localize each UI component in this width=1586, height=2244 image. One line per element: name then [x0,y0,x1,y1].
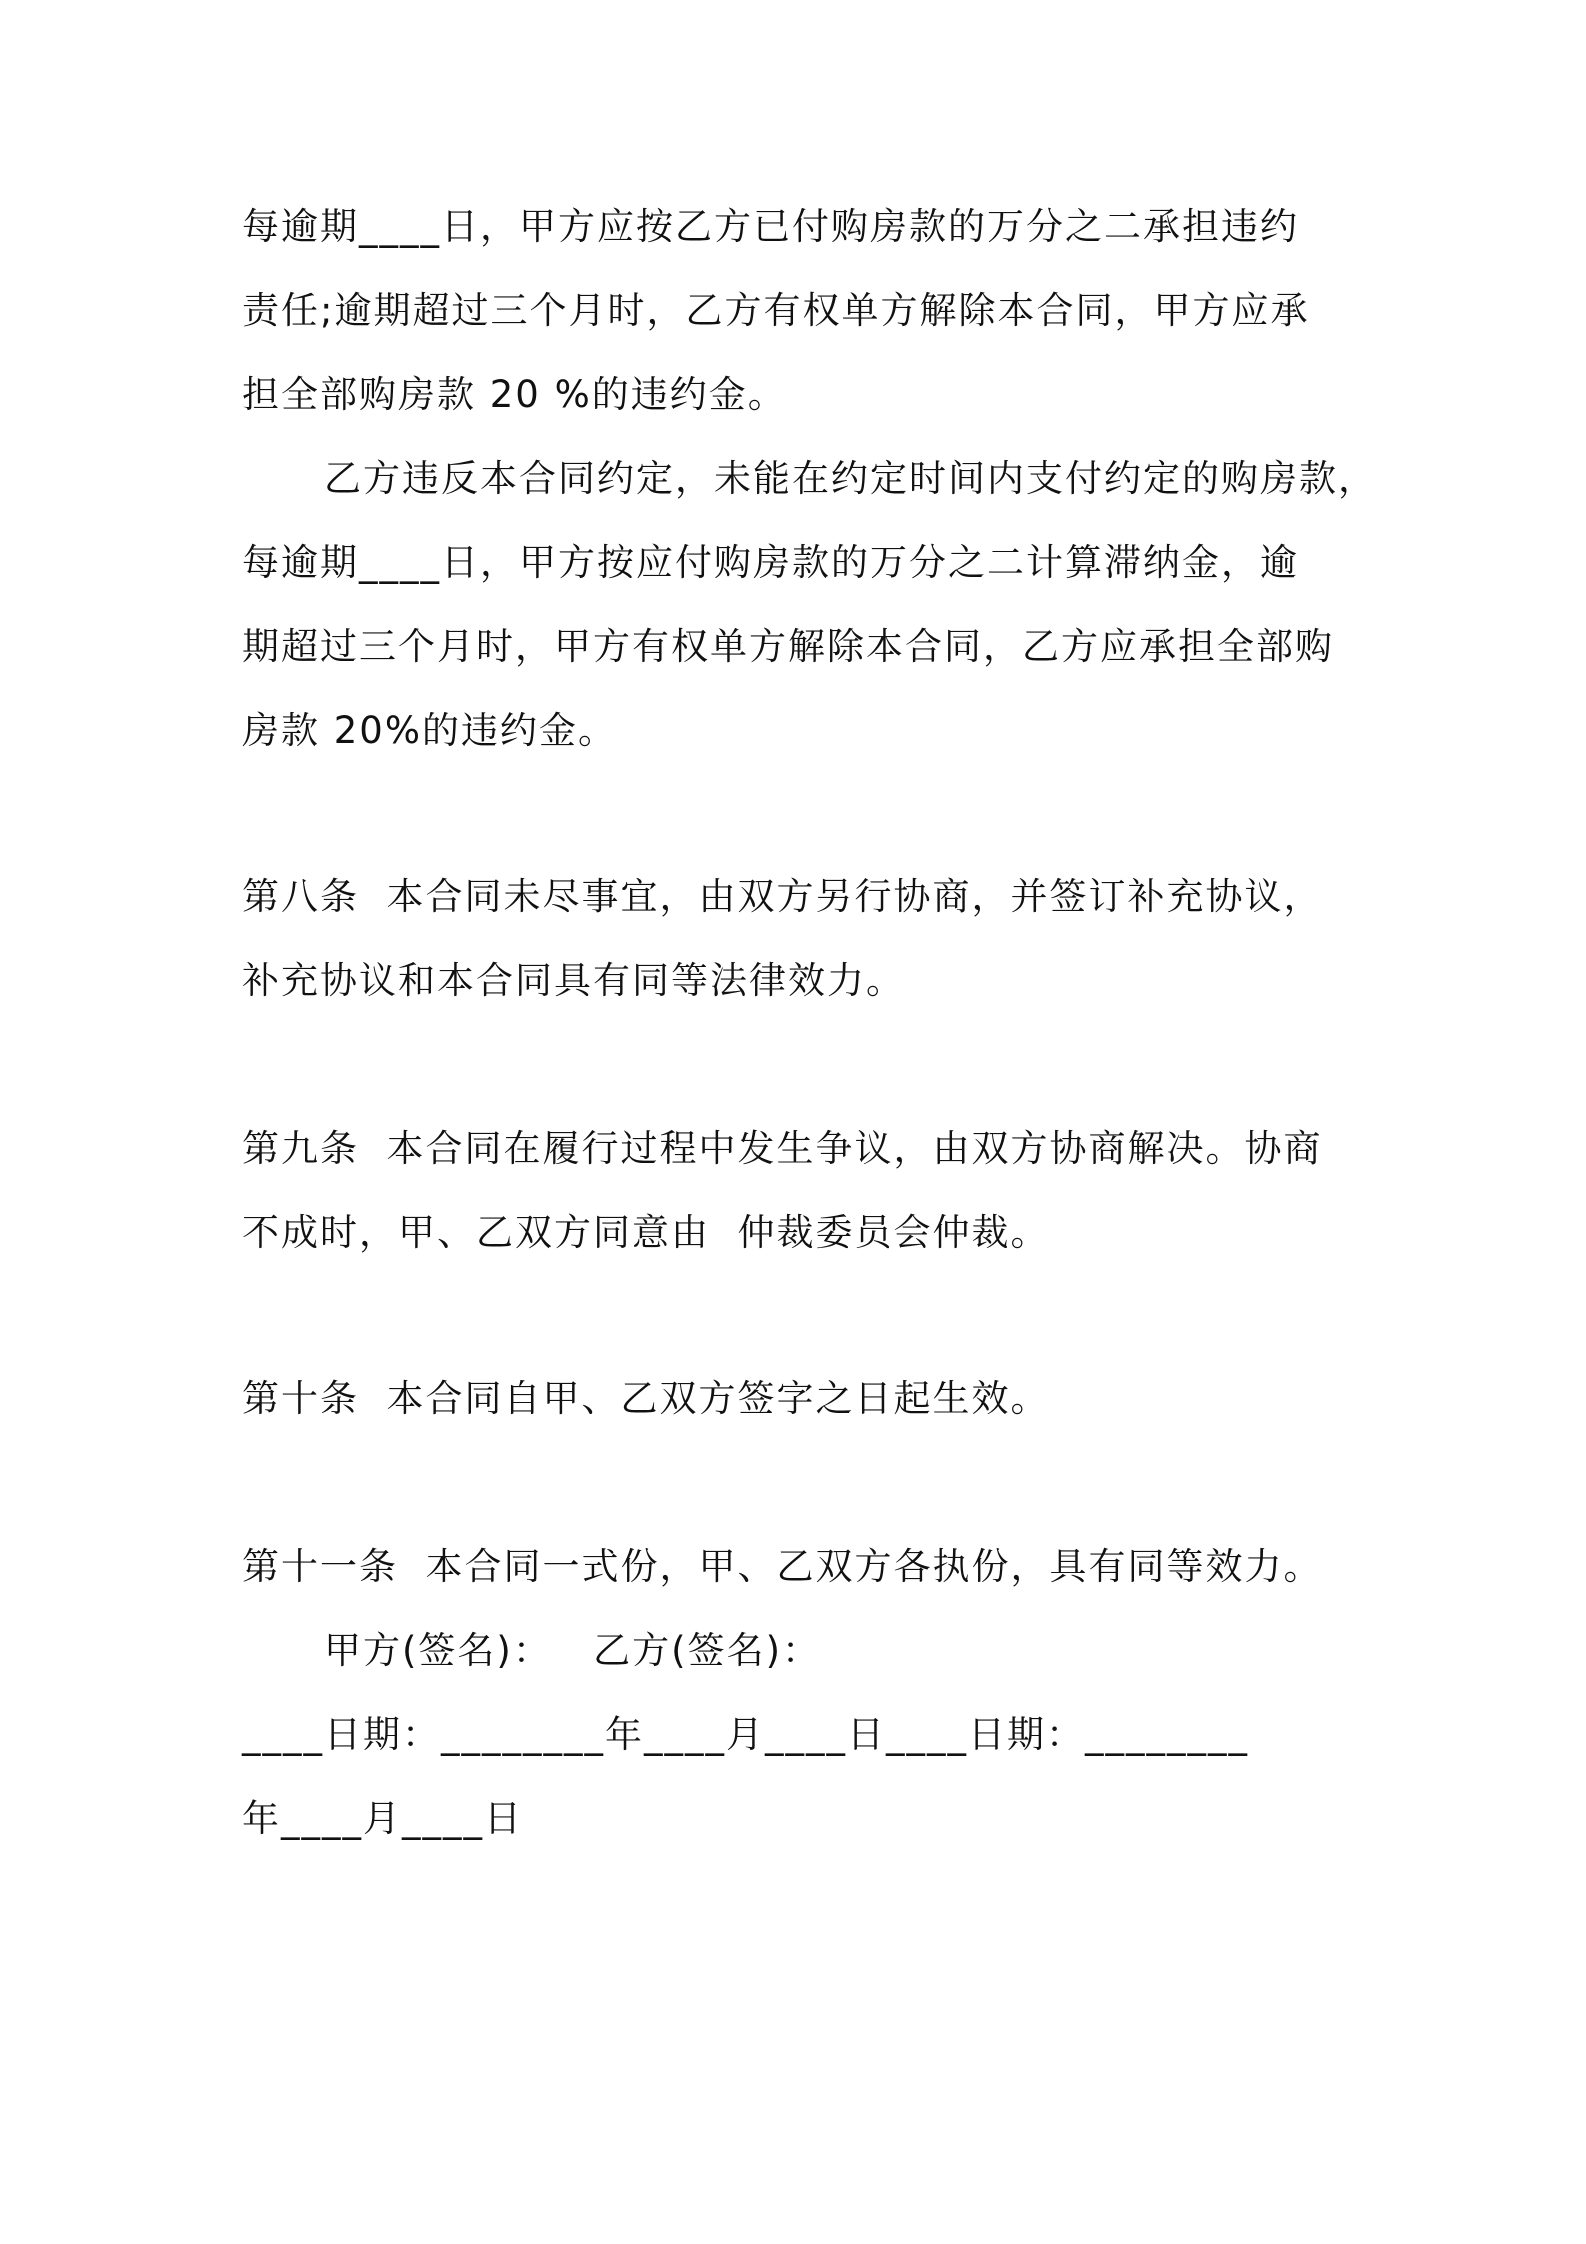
signature-date-line-1: ____日期：________年____月____日____日期：________ [242,1713,1249,1756]
article-10-line-1: 第十条 本合同自甲、乙双方签字之日起生效。 [242,1377,1050,1420]
article-8-line-2: 补充协议和本合同具有同等法律效力。 [242,959,905,1002]
article-9-line-2: 不成时，甲、乙双方同意由 仲裁委员会仲裁。 [242,1211,1050,1254]
para-seller-penalty-line-3: 担全部购房款 20 %的违约金。 [242,373,787,416]
article-9-line-1: 第九条 本合同在履行过程中发生争议，由双方协商解决。协商 [242,1127,1323,1170]
article-8-line-1: 第八条 本合同未尽事宜，由双方另行协商，并签订补充协议， [242,875,1323,918]
signature-date-line-2: 年____月____日 [242,1797,523,1840]
para-buyer-penalty-line-1: 乙方违反本合同约定，未能在约定时间内支付约定的购房款， [324,457,1377,500]
para-buyer-penalty-line-4: 房款 20%的违约金。 [242,709,617,752]
para-seller-penalty-line-2: 责任;逾期超过三个月时，乙方有权单方解除本合同，甲方应承 [242,289,1310,332]
para-buyer-penalty-line-3: 期超过三个月时，甲方有权单方解除本合同，乙方应承担全部购 [242,625,1334,668]
para-buyer-penalty-line-2: 每逾期____日，甲方按应付购房款的万分之二计算滞纳金，逾 [242,541,1299,584]
para-seller-penalty-line-1: 每逾期____日，甲方应按乙方已付购房款的万分之二承担违约 [242,205,1299,248]
signature-parties-line: 甲方(签名)： 乙方(签名)： [324,1629,822,1672]
article-11-line-1: 第十一条 本合同一式份，甲、乙双方各执份，具有同等效力。 [242,1545,1323,1588]
